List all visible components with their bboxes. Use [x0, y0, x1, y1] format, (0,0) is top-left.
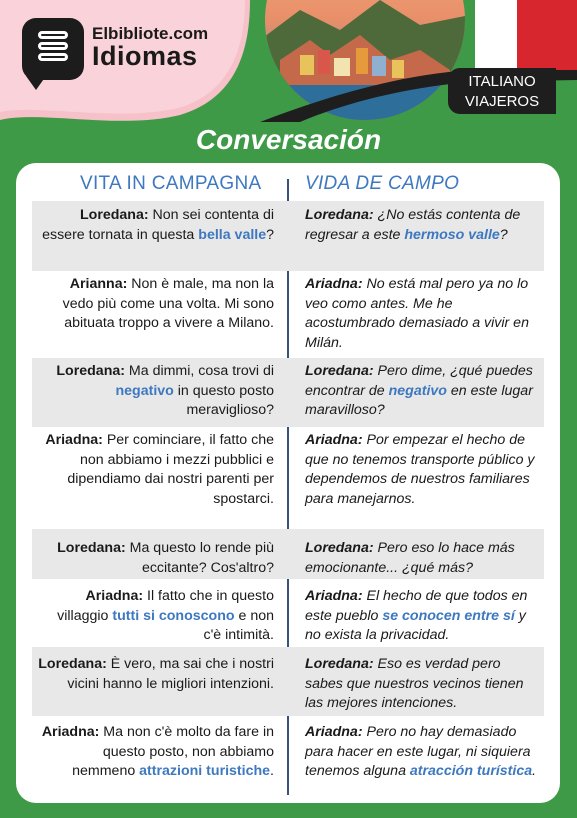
dialogue-line-es: Ariadna: No está mal pero ya no lo veo como antes. Me he acostumbrado demasiado a vivir en Milán. — [305, 276, 529, 351]
language-tag — [448, 68, 556, 114]
keyword: hermoso valle — [404, 226, 500, 243]
dialogue-line-it: Ariadna: Il fatto che in questo villaggio tutti si conoscono e non c'è intimità. — [57, 588, 274, 643]
page-title: Conversación — [195, 124, 382, 155]
speaker-name: Loredana: — [305, 656, 374, 672]
keyword: negativo — [115, 382, 174, 399]
keyword: tutti si conoscono — [112, 607, 235, 624]
dialogue-line-es: Loredana: Eso es verdad pero sabes que nuestros vecinos tienen las mejores intenciones. — [305, 656, 524, 711]
speaker-name: Loredana: — [57, 540, 126, 556]
dialogue-line-it: Loredana: È vero, ma sai che i nostri vicini hanno le migliori intenzioni. — [38, 656, 274, 692]
header-banner — [0, 0, 577, 122]
spanish-column-header: VIDA DE CAMPO — [305, 173, 460, 194]
dialogue-line-it: Loredana: Ma dimmi, cosa trovi di negativo in questo posto meraviglioso? — [56, 363, 274, 418]
dialogue-line-it: Loredana: Ma questo lo rende più eccitante? Cos'altro? — [57, 540, 274, 576]
keyword: negativo — [388, 382, 447, 399]
speaker-name: Loredana: — [305, 207, 374, 223]
flag-white-stripe — [475, 0, 517, 70]
conversation-card — [16, 163, 560, 803]
speaker-name: Loredana: — [56, 363, 125, 379]
dialogue-line-it: Arianna: Non è male, ma non la vedo più come una volta. Mi sono abituata troppo a vivere a Milano. — [62, 276, 274, 331]
speaker-name: Loredana: — [305, 540, 374, 556]
speaker-name: Ariadna: — [45, 432, 103, 448]
brand-name: Idiomas — [92, 41, 198, 71]
category-label: VIAJEROS — [464, 93, 540, 110]
dialogue-line-es: Loredana: Pero dime, ¿qué puedes encontrar de negativo en este lugar maravilloso? — [305, 363, 533, 418]
dialogue-line-es: Ariadna: Pero no hay demasiado para hacer en este lugar, ni siquiera tenemos alguna atracción turística. — [305, 724, 537, 779]
speaker-name: Ariadna: — [41, 724, 100, 740]
dialogue-line-es: Ariadna: El hecho de que todos en este pueblo se conocen entre sí y no exista la privacidad. — [305, 588, 528, 643]
brand-domain: Elbibliote.com — [92, 24, 209, 43]
logo-icon — [22, 18, 84, 80]
speaker-name: Loredana: — [305, 363, 374, 379]
speaker-name: Ariadna: — [305, 276, 363, 292]
dialogue-line-it: Loredana: Non sei contenta di essere tornata in questa bella valle? — [42, 207, 274, 243]
dialogue-line-es: Loredana: ¿No estás contenta de regresar a este hermoso valle? — [305, 207, 521, 243]
speaker-name: Loredana: — [38, 656, 107, 672]
speaker-name: Ariadna: — [305, 432, 363, 448]
dialogue-line-it: Ariadna: Per cominciare, il fatto che non abbiamo i mezzi pubblici e dipendiamo dai nostri parenti per spostarci. — [45, 432, 274, 507]
speaker-name: Ariadna: — [85, 588, 144, 604]
keyword: bella valle — [198, 226, 267, 243]
dialogue-line-it: Ariadna: Ma non c'è molto da fare in questo posto, non abbiamo nemmeno attrazioni turistiche. — [41, 724, 274, 779]
dialogue-line-es: Ariadna: Por empezar el hecho de que no tenemos transporte público y dependemos de nuestros familiares para manejarnos. — [305, 432, 535, 507]
flag-red-stripe — [517, 0, 577, 70]
dialogue-line-es: Loredana: Pero eso lo hace más emocionante... ¿qué más? — [305, 540, 515, 576]
italian-column-header: VITA IN CAMPAGNA — [80, 173, 262, 194]
speaker-name: Ariadna: — [305, 724, 363, 740]
keyword: se conocen entre sí — [382, 607, 515, 624]
keyword: attrazioni turistiche — [139, 763, 271, 779]
keyword: atracción turística — [409, 763, 533, 779]
language-label: ITALIANO — [468, 73, 536, 90]
speaker-name: Ariadna: — [305, 588, 363, 604]
speaker-name: Loredana: — [80, 207, 149, 223]
speaker-name: Arianna: — [69, 276, 128, 292]
